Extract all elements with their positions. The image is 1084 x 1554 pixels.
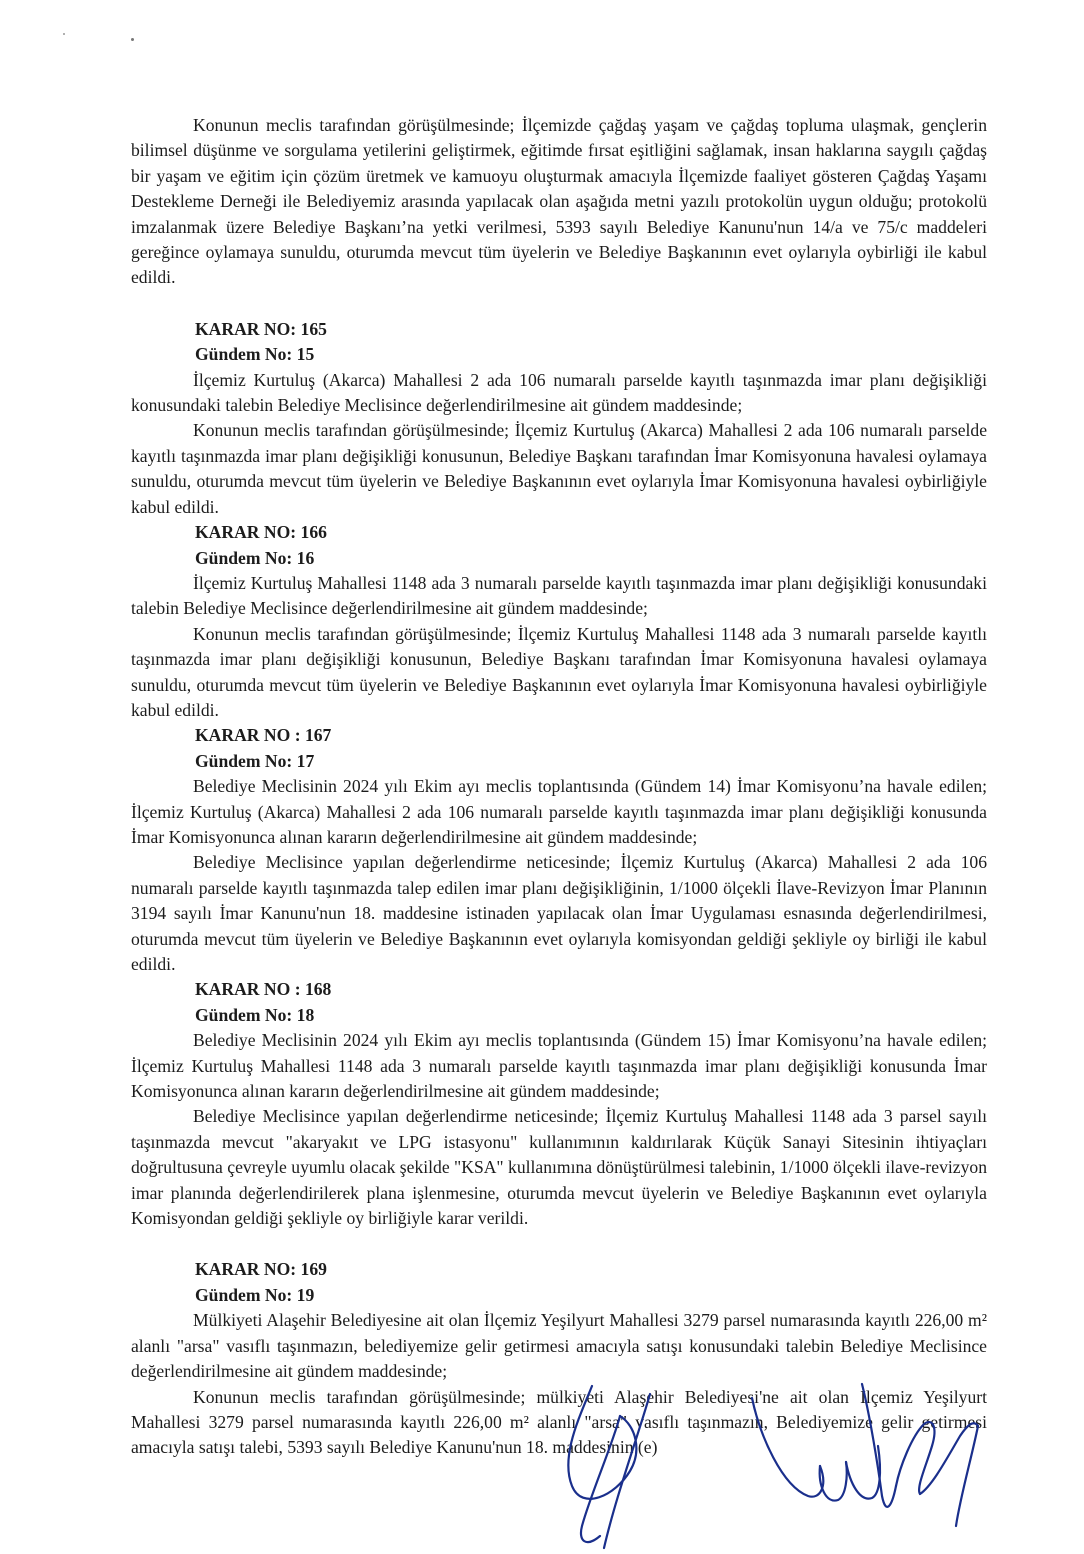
- decision-subject: Belediye Meclisinin 2024 yılı Ekim ayı meclis toplantısında (Gündem 15) İmar Komisyonu’na havale edilen; İlçemiz Kurtuluş Mahallesi 1148 ada 3 numaralı parselde kayıtlı taşınmazda imar planı değişikliği konusunda İmar Komisyonunca alınan kararın değerlendirilmesine ait gündem maddesinde;: [131, 1030, 987, 1102]
- decision-text: Konunun meclis tarafından görüşülmesinde; İlçemiz Kurtuluş (Akarca) Mahallesi 2 ada 106 numaralı parselde kayıtlı taşınmazda imar planı değişikliği konusunun, Belediye Başkanı tarafından İmar Komisyonuna havalesi oylamaya sunuldu, oturumda mevcut tüm üyelerin ve Belediye Başkanının evet oylarıyla İmar Komisyonuna havalesi oybirliğiyle kabul edildi.: [131, 420, 987, 517]
- karar-no: KARAR NO: 166: [195, 522, 327, 543]
- karar-no: KARAR NO: 165: [195, 318, 327, 339]
- spacer: [131, 291, 987, 317]
- document-body: [131, 113, 987, 1461]
- decision-subject: İlçemiz Kurtuluş Mahallesi 1148 ada 3 numaralı parselde kayıtlı taşınmazda imar planı değişikliği konusundaki talebin Belediye Meclisince değerlendirilmesine ait gündem maddesinde;: [131, 572, 987, 619]
- karar-no: KARAR NO : 167: [195, 725, 332, 746]
- gundem-no: Gündem No: 18: [195, 1004, 315, 1025]
- decision-text: Belediye Meclisince yapılan değerlendirme neticesinde; İlçemiz Kurtuluş Mahallesi 1148 ada 3 parsel sayılı taşınmazda mevcut "akaryakıt ve LPG istasyonu" kullanımının kaldırılarak Küçük Sanayi Sitesinin ihtiyaçları doğrultusuna çevreyle uyumlu olacak şekilde "KSA" kullanımına dönüştürülmesi talebinin, 1/1000 ölçekli ilave-revizyon imar planında değerlendirilerek plana işlenmesine, oturumda mevcut üyelerin ve Belediye Başkanının evet oylarıyla Komisyondan geldiği şekliyle oy birliğiyle karar verildi.: [131, 1106, 987, 1229]
- intro-paragraph: Konunun meclis tarafından görüşülmesinde; İlçemizde çağdaş yaşam ve çağdaş topluma ulaşmak, gençlerin bilimsel düşünme ve sorgulama yetilerini geliştirmek, eğitimde fırsat eşitliğini sağlamak, insan haklarına saygılı çağdaş bir yaşam ve eğitim için çözüm üretmek ve kamuoyu oluşturmak amacıyla İlçemizde faaliyet gösteren Çağdaş Yaşamı Destekleme Derneği ile Belediyemiz arasında yapılacak olan aşağıda metni yazılı protokolün uygun olduğu; protokolü imzalanmak üzere Belediye Başkanı’na yetki verilmesi, 5393 sayılı Belediye Kanunu'nun 14/a ve 75/c maddeleri gereğince oylamaya sunuldu, oturumda mevcut tüm üyelerin ve Belediye Başkanının evet oylarıyla oybirliği ile kabul edildi.: [131, 115, 987, 288]
- gundem-no: Gündem No: 16: [195, 547, 315, 568]
- scan-speck: [63, 33, 65, 35]
- karar-no: KARAR NO: 169: [195, 1259, 327, 1280]
- gundem-no: Gündem No: 17: [195, 750, 315, 771]
- decision-169: [131, 1257, 987, 1460]
- karar-no: KARAR NO : 168: [195, 979, 332, 1000]
- decision-subject: Mülkiyeti Alaşehir Belediyesine ait olan İlçemiz Yeşilyurt Mahallesi 3279 parsel numarasında kayıtlı 226,00 m² alanlı "arsa" vasıflı taşınmazın, belediyemize gelir getirmesi amacıyla satışı konusundaki talebin Belediye Meclisince değerlendirilmesine ait gündem maddesinde;: [131, 1310, 987, 1382]
- gundem-no: Gündem No: 15: [195, 344, 315, 365]
- decision-168: [131, 977, 987, 1231]
- decision-text: Konunun meclis tarafından görüşülmesinde; İlçemiz Kurtuluş Mahallesi 1148 ada 3 numaralı parselde kayıtlı taşınmazda imar planı değişikliği konusunun, Belediye Başkanı tarafından İmar Komisyonuna havalesi oylamaya sunuldu, oturumda mevcut tüm üyelerin ve Belediye Başkanının evet oylarıyla İmar Komisyonuna havalesi oybirliğiyle kabul edildi.: [131, 623, 987, 720]
- decision-text: Konunun meclis tarafından görüşülmesinde; mülkiyeti Alaşehir Belediyesi'ne ait olan İlçemiz Yeşilyurt Mahallesi 3279 parsel numarasında kayıtlı 226,00 m² alanlı "arsa" vasıflı taşınmazın, Belediyemize gelir getirmesi amacıyla satışı talebi, 5393 sayılı Belediye Kanunu'nun 18. maddesinin (e): [131, 1386, 987, 1458]
- decision-166: [131, 520, 987, 723]
- decision-subject: Belediye Meclisinin 2024 yılı Ekim ayı meclis toplantısında (Gündem 14) İmar Komisyonu’na havale edilen; İlçemiz Kurtuluş (Akarca) Mahallesi 2 ada 106 numaralı parselde kayıtlı taşınmazda imar planı değişikliği konusunda İmar Komisyonunca alınan kararın değerlendirilmesine ait gündem maddesinde;: [131, 776, 987, 847]
- gundem-no: Gündem No: 19: [195, 1284, 315, 1305]
- decision-165: [131, 317, 987, 520]
- decision-text: Belediye Meclisince yapılan değerlendirme neticesinde; İlçemiz Kurtuluş (Akarca) Mahallesi 2 ada 106 numaralı parselde kayıtlı taşınmazda talep edilen imar planı değişikliğinin, 1/1000 ölçekli İlave-Revizyon İmar Planının 3194 sayılı İmar Kanunu'nun 18. maddesine istinaden yapılacak olan İmar Uygulaması esnasında değerlendirilmesi, oturumda mevcut tüm üyelerin ve Belediye Başkanının evet oylarıyla komisyondan geldiği şekliyle oy birliği ile kabul edildi.: [131, 852, 987, 974]
- scan-speck: [131, 38, 134, 41]
- decision-subject: İlçemiz Kurtuluş (Akarca) Mahallesi 2 ada 106 numaralı parselde kayıtlı taşınmazda imar planı değişikliği konusundaki talebin Belediye Meclisince değerlendirilmesine ait gündem maddesinde;: [131, 369, 987, 416]
- spacer: [131, 1231, 987, 1257]
- decision-167: [131, 723, 987, 977]
